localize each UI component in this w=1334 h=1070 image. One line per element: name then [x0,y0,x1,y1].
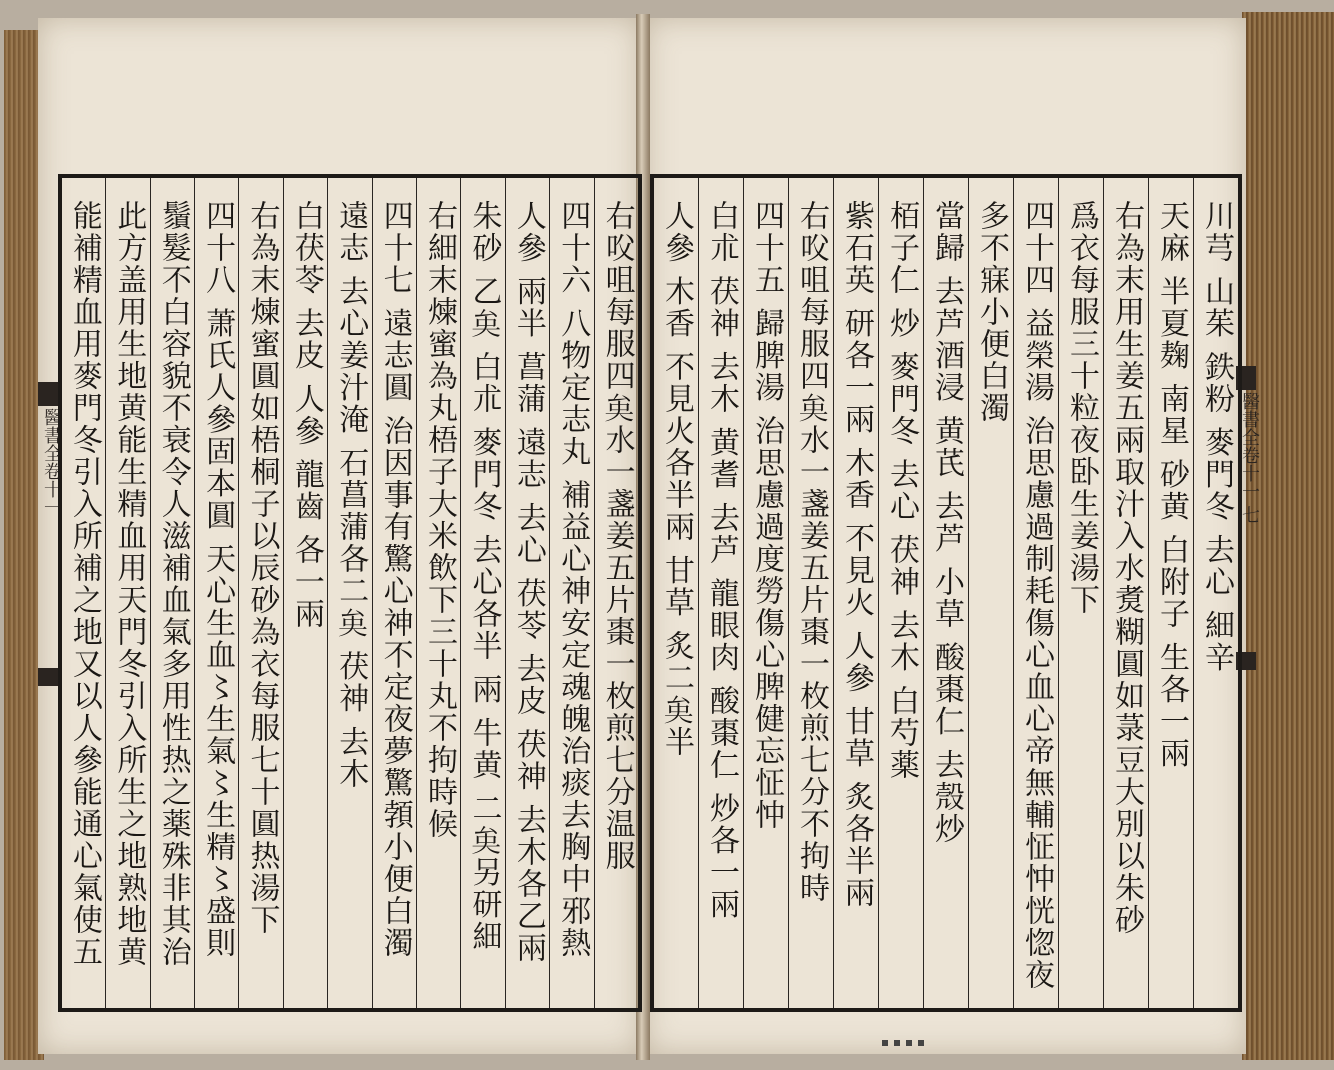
text-column: 四十四 益榮湯 治思慮過制耗傷心血心帝無輔怔忡恍惚夜 [1013,178,1058,1008]
text-column: 當歸 去芦酒浸 黄芪 去芦 小草 酸棗仁 去殼炒 [923,178,968,1008]
text-column: 栢子仁 炒 麥門冬 去心 茯神 去木 白芍薬 [878,178,923,1008]
text-column: 天麻 半夏麹 南星 砂黄 白附子 生各一兩 [1148,178,1193,1008]
right-text-frame [650,174,1242,1012]
left-fold-mark-bottom [38,668,60,686]
right-margin-label: 醫書全卷十一 七 [1239,392,1260,524]
library-seal-mark [880,1036,940,1050]
text-column: 白茯苓 去皮 人參 龍齒 各一兩 [283,178,327,1008]
text-column: 人參 兩半 菖蒲 遠志 去心 茯苓 去皮 茯神 去木各乙兩 [505,178,549,1008]
text-column: 右為末用生姜五兩取汁入水煑糊圓如菉豆大別以朱砂 [1103,178,1148,1008]
text-column: 右細末煉蜜為丸梧子大米飲下三十丸不拘時候 [416,178,460,1008]
text-column: 四十七 遠志圓 治因事有驚心神不定夜夢驚𩓐小便白濁 [372,178,416,1008]
text-column: 四十六 八物定志丸 補益心神安定魂魄治痰去胸中邪熱 [549,178,593,1008]
text-column: 右為末煉蜜圓如梧桐子以辰砂為衣每服七十圓热湯下 [238,178,282,1008]
left-text-frame [58,174,642,1012]
text-column: 此方盖用生地黄能生精血用天門冬引入所生之地熟地黄 [105,178,149,1008]
text-column: 四十五 歸脾湯 治思慮過度勞傷心脾健忘怔忡 [743,178,788,1008]
text-column: 白朮 茯神 去木 黄耆 去芦 龍眼肉 酸棗仁 炒各一兩 [698,178,743,1008]
left-fold-mark-top [38,382,60,406]
text-column: 朱砂 乙𠫪 白朮 麥門冬 去心各半 兩 牛黄 二𠫪另研細 [460,178,504,1008]
text-column: 遠志 去心姜汁淹 石菖蒲各二𠫪 茯神 去木 [327,178,371,1008]
text-column: 多不寐小便白濁 [968,178,1013,1008]
text-column: 人參 木香 不見火各半兩 甘草 炙二𠫪半 [659,200,694,759]
text-column: 川芎 山茱 鉄粉 麥門冬 去心 細辛 [1193,178,1238,1008]
text-column: 爲衣每服三十粒夜卧生姜湯下 [1058,178,1103,1008]
text-column: 紫石英 研各一兩 木香 不見火 人參 甘草 炙各半兩 [833,178,878,1008]
left-margin-label: 醫書全卷十一 [41,408,62,516]
text-column: 右㕮咀每服四𠫪水一盞姜五片棗一枚煎七分不拘時 [788,178,833,1008]
text-column: 能補精血用麥門冬引入所補之地又以人參能通心氣使五 [66,200,102,968]
text-column: 鬚髮不白容貌不衰令人滋補血氣多用性热之薬殊非其治 [150,178,194,1008]
text-column: 右㕮咀每服四𠫪水一盞姜五片棗一枚煎七分温服 [594,178,638,1008]
text-column: 四十八 萧氏人參固本圓 天心生血〻生氣〻生精〻盛則 [194,178,238,1008]
